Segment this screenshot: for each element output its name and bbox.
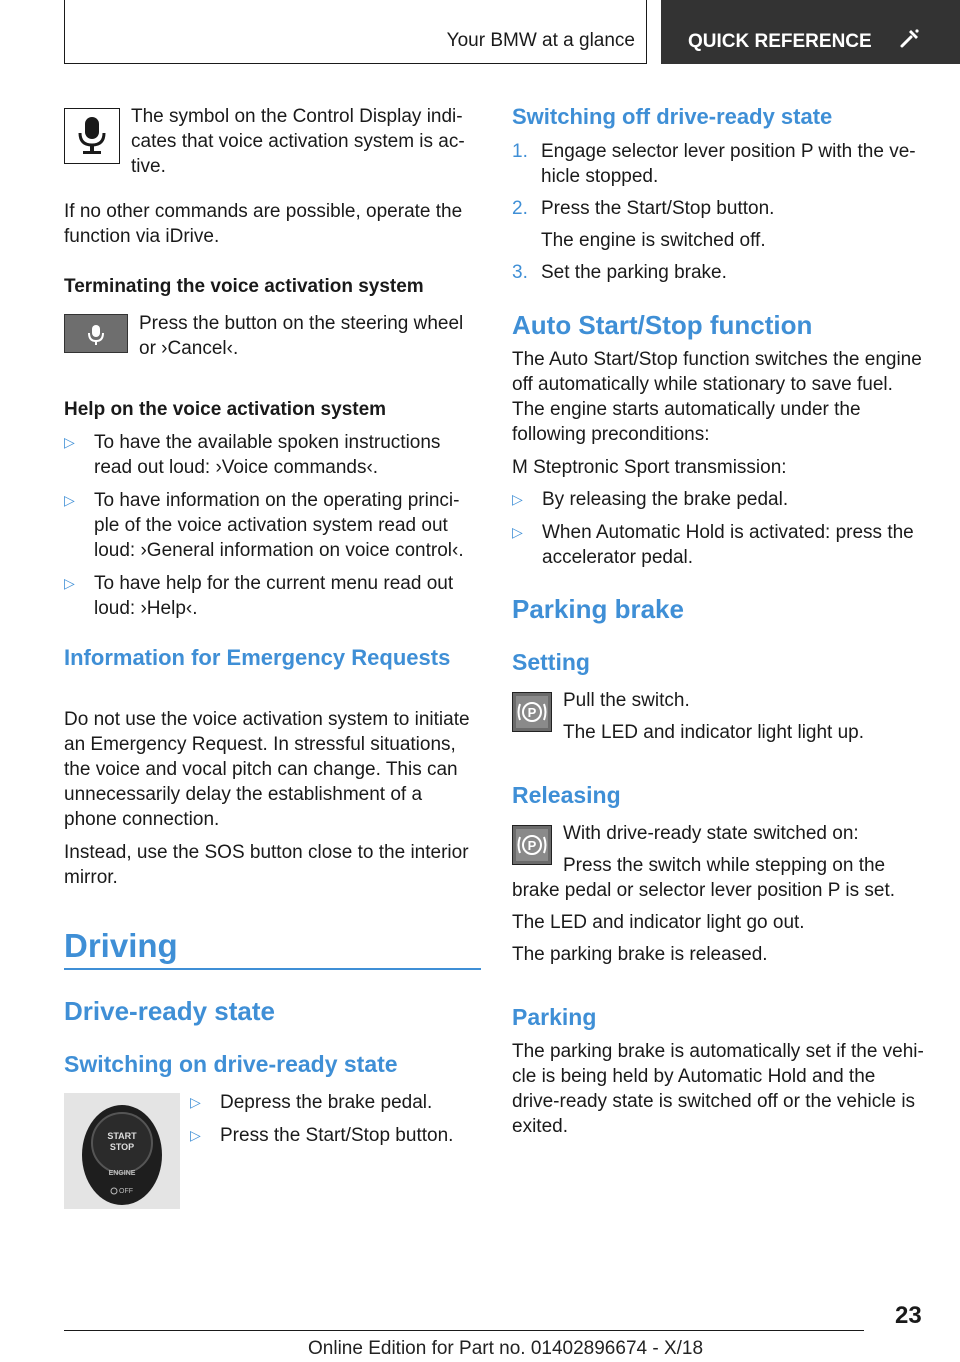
driving-rule <box>64 968 481 970</box>
switching-off-heading: Switching off drive-ready state <box>512 104 833 129</box>
list-item: ▷ To have information on the operating principle of the voice activation system read out loud: ›General information on voice control‹. <box>64 490 464 561</box>
driving-heading: Driving <box>64 927 178 964</box>
parking-brake-heading: Parking brake <box>512 594 684 624</box>
parking-icon-letter: P <box>527 838 537 853</box>
parking-icon-letter: P <box>527 705 537 720</box>
emergency-paragraph-2: Instead, use the SOS button close to the interior mirror. <box>64 842 469 888</box>
list-item: ▷ By releasing the brake pedal. <box>512 489 789 510</box>
auto-start-stop-heading: Auto Start/Stop function <box>512 310 813 340</box>
releasing-line-3: brake pedal or selector lever position P is set. <box>512 880 896 901</box>
emergency-paragraph-1: Do not use the voice activation system to initiate an Emergency Request. In stressful situations, the voice and vocal pitch can change. This can unnecessarily delay the establishment of a phone connection. <box>64 709 470 830</box>
releasing-line-2: Press the switch while stepping on the <box>563 855 886 876</box>
page-number: 23 <box>895 1302 922 1329</box>
releasing-heading: Releasing <box>512 782 621 808</box>
drive-ready-heading: Drive-ready state <box>64 996 275 1026</box>
terminating-text: Press the button on the steering wheel or ›Cancel‹. <box>139 313 464 359</box>
releasing-line-5: The parking brake is released. <box>512 944 768 965</box>
switching-off-steps <box>512 139 927 292</box>
section-title: Your BMW at a glance <box>446 30 635 51</box>
list-item: 2. Press the Start/Stop button. The engine is switched off. <box>512 196 927 253</box>
off-label: OFF <box>119 1188 133 1195</box>
microphone-icon <box>64 108 120 164</box>
engine-label: ENGINE <box>108 1170 136 1177</box>
help-heading: Help on the voice activation system <box>64 399 387 420</box>
emergency-heading: Information for Emergency Requests <box>64 645 451 670</box>
parking-brake-icon <box>512 825 552 865</box>
parking-text: The parking brake is automatically set if the vehicle is being held by Automatic Hold and the drive-ready state is switched off or the vehicle is exited. <box>512 1041 924 1137</box>
list-item: ▷ Depress the brake pedal. <box>190 1092 433 1113</box>
help-list <box>64 430 474 629</box>
steering-voice-button-icon <box>64 314 128 353</box>
parking-heading: Parking <box>512 1004 597 1030</box>
setting-line-1: Pull the switch. <box>563 690 690 711</box>
wrench-icon <box>899 27 921 56</box>
auto-paragraph-1: The Auto Start/Stop function switches the engine off automatically while stationary to save fuel. The engine starts automatically under the following preconditions: <box>512 349 922 445</box>
list-item: 1. Engage selector lever position P with the vehicle stopped. <box>512 141 916 187</box>
step-note: The engine is switched off. <box>541 230 766 251</box>
edition-note: Online Edition for Part no. 01402896674 - X/18 <box>308 1338 704 1359</box>
tab-label: QUICK REFERENCE <box>688 31 872 52</box>
list-item: 3. Set the parking brake. <box>512 262 727 283</box>
footer-rule <box>64 1330 864 1331</box>
setting-line-2: The LED and indicator light light up. <box>563 722 865 743</box>
switching-on-list <box>190 1090 480 1156</box>
start-stop-button-image <box>64 1093 180 1209</box>
releasing-line-4: The LED and indicator light go out. <box>512 912 805 933</box>
terminating-heading: Terminating the voice activation system <box>64 276 424 297</box>
stop-label: STOP <box>109 1142 135 1152</box>
quick-reference-tab[interactable] <box>661 0 960 64</box>
setting-heading: Setting <box>512 649 590 675</box>
list-item: ▷ To have help for the current menu read out loud: ›Help‹. <box>64 573 454 619</box>
releasing-line-1: With drive-ready state switched on: <box>563 823 859 844</box>
list-item: ▷ To have the available spoken instructions read out loud: ›Voice commands‹. <box>64 432 441 478</box>
voice-symbol-text: The symbol on the Control Display indicates that voice activation system is active. <box>131 106 465 177</box>
parking-brake-icon <box>512 692 552 732</box>
list-item: ▷ When Automatic Hold is activated: press the accelerator pedal. <box>512 522 914 568</box>
auto-list <box>512 487 927 578</box>
auto-paragraph-2: M Steptronic Sport transmission: <box>512 457 787 478</box>
start-label: START <box>107 1131 137 1141</box>
switching-on-heading: Switching on drive-ready state <box>64 1051 398 1077</box>
no-other-commands-text: If no other commands are possible, operate the function via iDrive. <box>64 201 463 247</box>
list-item: ▷ Press the Start/Stop button. <box>190 1125 454 1146</box>
